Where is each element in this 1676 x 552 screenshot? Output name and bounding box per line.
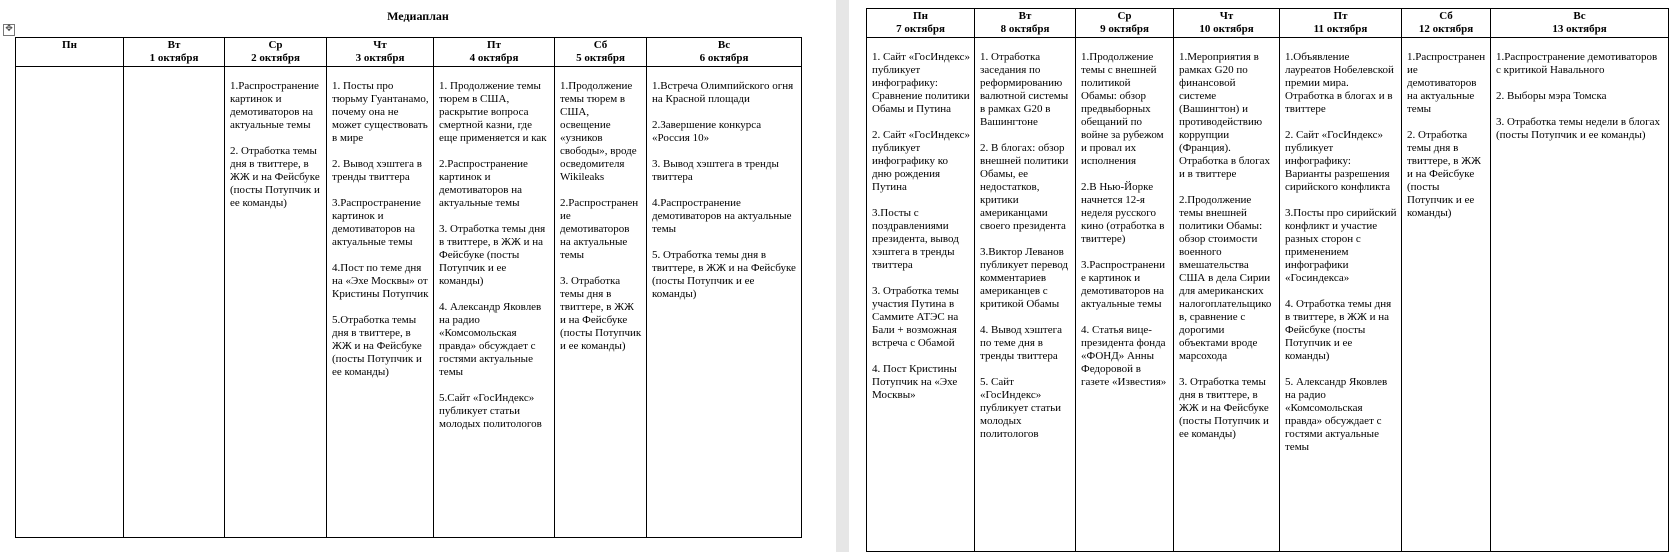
media-plan-table-week2 [866, 8, 1669, 552]
date-label: 4 октября [469, 52, 519, 64]
plan-item: 5. Отработка темы дня в твиттере, в ЖЖ и на Фейсбуке (посты Потупчик и ее команды) [652, 249, 796, 300]
day-cell-2[interactable] [225, 67, 327, 538]
plan-item: 3.Посты про сирийский конфликт и участие разных сторон с применением инфографики «Госиндекса» [1285, 207, 1397, 284]
plan-item: 1. Сайт «ГосИндекс» публикует инфографику: Сравнение политики Обамы и Путина [872, 51, 970, 115]
day-header-2 [225, 38, 327, 67]
plan-item: 1.Распространение демотиваторов с критикой Навального [1496, 51, 1658, 76]
plan-item: 4. Александр Яковлев на радио «Комсомольская правда» обсуждает с гостями актуальные темы [439, 301, 542, 378]
weekday-label: Сб [593, 39, 608, 51]
day-header-1 [124, 38, 225, 67]
plan-item: 3. Отработка темы дня в твиттере, в ЖЖ и на Фейсбуке (посты Потупчик и ее команды) [1179, 376, 1269, 440]
day-header-1 [975, 9, 1076, 38]
plan-item: 5.Отработка темы дня в твиттере, в ЖЖ и на Фейсбуке (посты Потупчик и ее команды) [332, 314, 422, 378]
plan-item: 2. Отработка темы дня в твиттере, в ЖЖ и на Фейсбуке (посты Потупчик и ее команды) [230, 145, 320, 209]
weekday-label: Пн [62, 39, 77, 51]
plan-item: 4.Распространение демотиваторов на актуальные темы [652, 197, 792, 235]
plan-item: 4. Вывод хэштега по теме дня в тренды твиттера [980, 324, 1063, 362]
weekday-label: Вс [717, 39, 731, 51]
date-label: 5 октября [576, 52, 625, 64]
day-header-6 [647, 38, 802, 67]
plan-item: 1. Посты про тюрьму Гуантанамо, почему она не может существовать в мире [332, 80, 429, 144]
weekday-label: Ср [1117, 10, 1132, 22]
plan-item: 3.Посты с поздравлениями президента, вывод хэштега в тренды твиттера [872, 207, 959, 271]
day-cell-0[interactable] [867, 38, 975, 552]
date-label: 11 октября [1313, 23, 1368, 35]
weekday-label: Чт [373, 39, 387, 51]
plan-item: 3. Отработка темы дня в твиттере, в ЖЖ и на Фейсбуке (посты Потупчик и ее команды) [560, 275, 642, 352]
date-label: 12 октября [1418, 23, 1474, 35]
weekday-label: Пн [913, 10, 928, 22]
plan-item: 3. Отработка темы участия Путина в Саммите АТЭС на Бали + возможная встреча с Обамой [872, 285, 959, 349]
day-header-0 [867, 9, 975, 38]
plan-item: 1.Продолжение темы тюрем в США, освещение «узников свободы», вроде осведомителя Wikileaks [560, 80, 637, 183]
plan-item: 4. Отработка темы дня в твиттере, в ЖЖ и на Фейсбуке (посты Потупчик и ее команды) [1285, 298, 1392, 362]
day-header-5 [1402, 9, 1491, 38]
plan-item: 3. Вывод хэштега в тренды твиттера [652, 158, 779, 183]
plan-item: 3.Виктор Леванов публикует перевод комментариев американцев с критикой Обамы [980, 246, 1068, 310]
plan-item: 2.Распространение демотиваторов на актуальные темы [560, 197, 639, 261]
day-cell-6[interactable] [647, 67, 802, 538]
plan-item: 5.Сайт «ГосИндекс» публикует статьи молодых политологов [439, 392, 542, 430]
date-label: 8 октября [1000, 23, 1050, 35]
plan-item: 4. Пост Кристины Потупчик на «Эхе Москвы» [872, 363, 958, 401]
document-title: Медиаплан [387, 9, 449, 23]
plan-item: 1.Мероприятия в рамках G20 по финансовой системе (Вашингтон) и противодействию коррупции (Франция). Отработка в блогах и в твиттере [1179, 51, 1270, 180]
plan-item: 3.Распространение картинок и демотиваторов на актуальные темы [332, 197, 421, 248]
date-label: 2 октября [251, 52, 300, 64]
plan-item: 3. Отработка темы дня в твиттере, в ЖЖ и на Фейсбуке (посты Потупчик и ее команды) [439, 223, 546, 287]
day-header-0 [16, 38, 124, 67]
plan-item: 1.Встреча Олимпийского огня на Красной площади [652, 80, 794, 105]
weekday-label: Вт [167, 39, 181, 51]
table-move-handle-icon[interactable]: ✥ [3, 24, 15, 36]
weekday-label: Сб [1439, 10, 1453, 22]
day-cell-3[interactable] [327, 67, 434, 538]
plan-item: 2.Продолжение темы внешней политики Обамы: обзор стоимости военного вмешательства США в дела Сирии для американских налогоплательщиков, сравнение с дорогими объектами вроде марсохода [1179, 194, 1272, 362]
date-label: 10 октября [1199, 23, 1254, 35]
plan-item: 2. В блогах: обзор внешней политики Обамы, ее недостатков, критики американцами своего президента [980, 142, 1069, 232]
date-label: 7 октября [896, 23, 945, 35]
plan-item: 3.Распространение картинок и демотиваторов на актуальные темы [1081, 259, 1166, 310]
plan-item: 2.Завершение конкурса «Россия 10» [652, 119, 762, 144]
plan-item: 2.Распространение картинок и демотиваторов на актуальные темы [439, 158, 528, 209]
day-cell-3[interactable] [1174, 38, 1280, 552]
plan-item: 5. Александр Яковлев на радио «Комсомольская правда» обсуждает с гостями актуальные темы [1285, 376, 1388, 453]
day-header-6 [1491, 9, 1669, 38]
day-cell-1[interactable] [975, 38, 1076, 552]
plan-item: 3. Отработка темы недели в блогах (посты Потупчик и ее команды) [1496, 116, 1661, 141]
weekday-label: Чт [1219, 10, 1234, 22]
weekday-label: Пт [1333, 10, 1348, 22]
day-cell-4[interactable] [434, 67, 555, 538]
plan-item: 5. Сайт «ГосИндекс» публикует статьи молодых политологов [980, 376, 1062, 440]
plan-item: 4.Пост по теме дня на «Эхе Москвы» от Кристины Потупчик [332, 262, 429, 300]
day-cell-5[interactable] [555, 67, 647, 538]
plan-item: 2. Сайт «ГосИндекс» публикует инфографику: Варианты разрешения сирийского конфликта [1285, 129, 1391, 193]
plan-item: 2. Вывод хэштега в тренды твиттера [332, 158, 422, 183]
plan-item: 1.Объявление лауреатов Нобелевской премии мира. Отработка в блогах и в твиттере [1285, 51, 1394, 115]
date-label: 3 октября [355, 52, 405, 64]
day-cell-1[interactable] [124, 67, 225, 538]
plan-item: 1.Продолжение темы с внешней политикой Обамы: обзор предвыборных обещаний по войне за рубежом и провал их исполнения [1081, 51, 1164, 167]
day-cell-4[interactable] [1280, 38, 1402, 552]
page-gap [836, 0, 849, 552]
day-cell-2[interactable] [1076, 38, 1174, 552]
plan-item: 1. Отработка заседания по реформированию валютной системы в рамках G20 в Вашингтоне [980, 51, 1069, 128]
day-header-4 [434, 38, 555, 67]
weekday-label: Пт [487, 39, 501, 51]
day-cell-6[interactable] [1491, 38, 1669, 552]
day-cell-0[interactable] [16, 67, 124, 538]
plan-item: 2. Отработка темы дня в твиттере, в ЖЖ и на Фейсбуке (посты Потупчик и ее команды) [1407, 129, 1481, 219]
day-cell-5[interactable] [1402, 38, 1491, 552]
weekday-label: Вс [1573, 10, 1586, 22]
media-plan-table-week1 [15, 37, 802, 538]
plan-item: 4. Статья вице-президента фонда «ФОНД» Анны Федоровой в газете «Известия» [1081, 324, 1167, 388]
plan-item: 1.Распространение картинок и демотиваторов на актуальные темы [230, 80, 319, 131]
plan-item: 1.Распространение демотиваторов на актуальные темы [1407, 51, 1486, 115]
date-label: 6 октября [699, 52, 749, 64]
day-header-3 [327, 38, 434, 67]
date-label: 1 октября [149, 52, 199, 64]
day-header-4 [1280, 9, 1402, 38]
plan-item: 1. Продолжение темы тюрем в США, раскрытие вопроса смертной казни, где еще применяется и как [439, 80, 547, 144]
plan-item: 2. Сайт «ГосИндекс» публикует инфографику ко дню рождения Путина [872, 129, 970, 193]
weekday-label: Вт [1018, 10, 1032, 22]
day-header-3 [1174, 9, 1280, 38]
plan-item: 2.В Нью-Йорке начнется 12-я неделя русского кино (отработка в твиттере) [1081, 181, 1165, 245]
date-label: 9 октября [1100, 23, 1149, 35]
weekday-label: Ср [268, 39, 283, 51]
day-header-5 [555, 38, 647, 67]
date-label: 13 октября [1552, 23, 1607, 35]
plan-item: 2. Выборы мэра Томска [1496, 90, 1607, 102]
day-header-2 [1076, 9, 1174, 38]
